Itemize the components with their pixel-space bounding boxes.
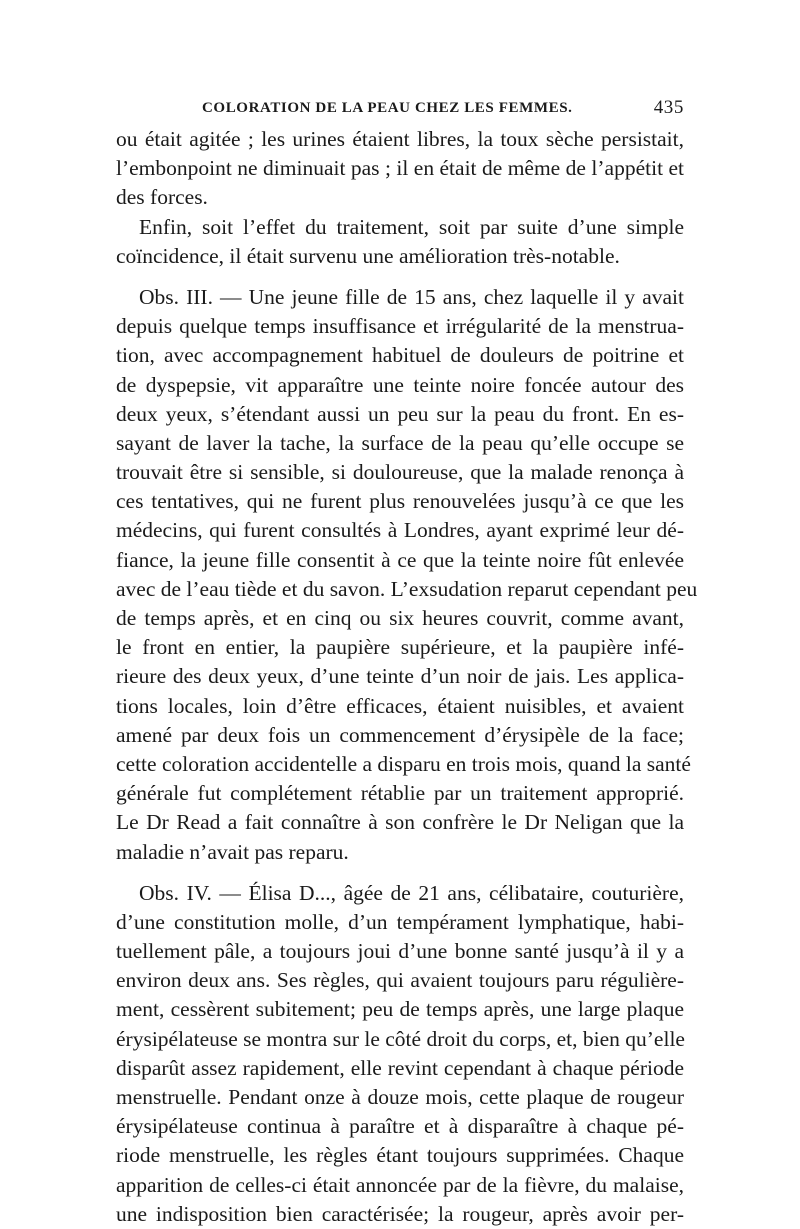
observation-three [116, 283, 698, 867]
text-line: des forces. [116, 185, 208, 210]
text-line: amené par deux fois un commencement d’érysipèle de la face; [116, 722, 684, 747]
text-line: générale fut complétement rétablie par un traitement approprié. [116, 781, 684, 806]
text-line: Le Dr Read a fait connaître à son confrère le Dr Neligan que la [116, 810, 684, 835]
text-line: ces tentatives, qui ne furent plus renouvelées jusqu’à ce que les [116, 489, 684, 514]
text-line: trouvait être si sensible, si douloureuse, que la malade renonça à [116, 460, 684, 485]
text-line: médecins, qui furent consultés à Londres, ayant exprimé leur dé- [116, 518, 684, 543]
text-line: maladie n’avait pas reparu. [116, 839, 349, 864]
text-line: avec de l’eau tiède et du savon. L’exsudation reparut cependant peu [116, 576, 698, 601]
text-line: fiance, la jeune fille consentit à ce que la teinte noire fût enlevée [116, 547, 684, 572]
text-line: ment, cessèrent subitement; peu de temps après, une large plaque [116, 997, 684, 1022]
text-line: ou était agitée ; les urines étaient libres, la toux sèche persistait, [116, 127, 684, 151]
running-title: COLORATION DE LA PEAU CHEZ LES FEMMES. [202, 100, 573, 116]
paragraph-enfin [116, 213, 684, 271]
text-line: le front en entier, la paupière supérieure, et la paupière infé- [116, 635, 684, 660]
text-line: de temps après, et en cinq ou six heures couvrit, comme avant, [116, 606, 684, 630]
text-line: apparition de celles-ci était annoncée par de la fièvre, du malaise, [116, 1172, 684, 1197]
text-line: l’embonpoint ne diminuait pas ; il en était de même de l’appétit et [116, 156, 684, 181]
text-line: cette coloration accidentelle a disparu en trois mois, quand la santé [116, 751, 691, 776]
paragraph-gap [116, 271, 684, 283]
text-line: d’une constitution molle, d’un tempérament lymphatique, habi- [116, 909, 684, 934]
text-line: coïncidence, il était survenu une amélioration très-notable. [116, 243, 620, 268]
text-line: tuellement pâle, a toujours joui d’une bonne santé jusqu’à il y a [116, 939, 684, 964]
text-line: sayant de laver la tache, la surface de la peau qu’elle occupe se [116, 430, 684, 455]
text-line: menstruelle. Pendant onze à douze mois, cette plaque de rougeur [116, 1085, 684, 1109]
page-number: 435 [653, 97, 684, 118]
text-line: rieure des deux yeux, d’une teinte d’un noir de jais. Les applica- [116, 664, 684, 689]
text-line: érysipélateuse se montra sur le côté droit du corps, et, bien qu’elle [116, 1026, 685, 1051]
text-line: Enfin, soit l’effet du traitement, soit par suite d’une simple [139, 214, 684, 239]
text-line: une indisposition bien caractérisée; la rougeur, après avoir per- [116, 1201, 684, 1226]
text-line: disparût assez rapidement, elle revint cependant à chaque période [116, 1055, 684, 1080]
text-line: tions locales, loin d’être efficaces, étaient nuisibles, et avaient [116, 693, 684, 718]
paragraph-continuation [116, 125, 684, 213]
text-line: deux yeux, s’étendant aussi un peu sur la peau du front. En es- [116, 401, 684, 426]
running-head [116, 96, 684, 122]
body-text [116, 125, 698, 1229]
text-line: environ deux ans. Ses règles, qui avaient toujours paru régulière- [116, 968, 684, 993]
text-line: riode menstruelle, les règles étant toujours supprimées. Chaque [116, 1143, 684, 1168]
text-line: de dyspepsie, vit apparaître une teinte noire foncée autour des [116, 372, 684, 397]
observation-four [116, 879, 684, 1229]
text-line: depuis quelque temps insuffisance et irrégularité de la menstrua- [116, 314, 684, 339]
text-line: tion, avec accompagnement habituel de douleurs de poitrine et [116, 343, 684, 368]
text-line: Obs. III. — Une jeune fille de 15 ans, chez laquelle il y avait [139, 284, 684, 309]
text-line: érysipélateuse continua à paraître et à disparaître à chaque pé- [116, 1114, 684, 1139]
text-line: Obs. IV. — Élisa D..., âgée de 21 ans, célibataire, couturière, [139, 880, 684, 905]
paragraph-gap [116, 867, 684, 879]
